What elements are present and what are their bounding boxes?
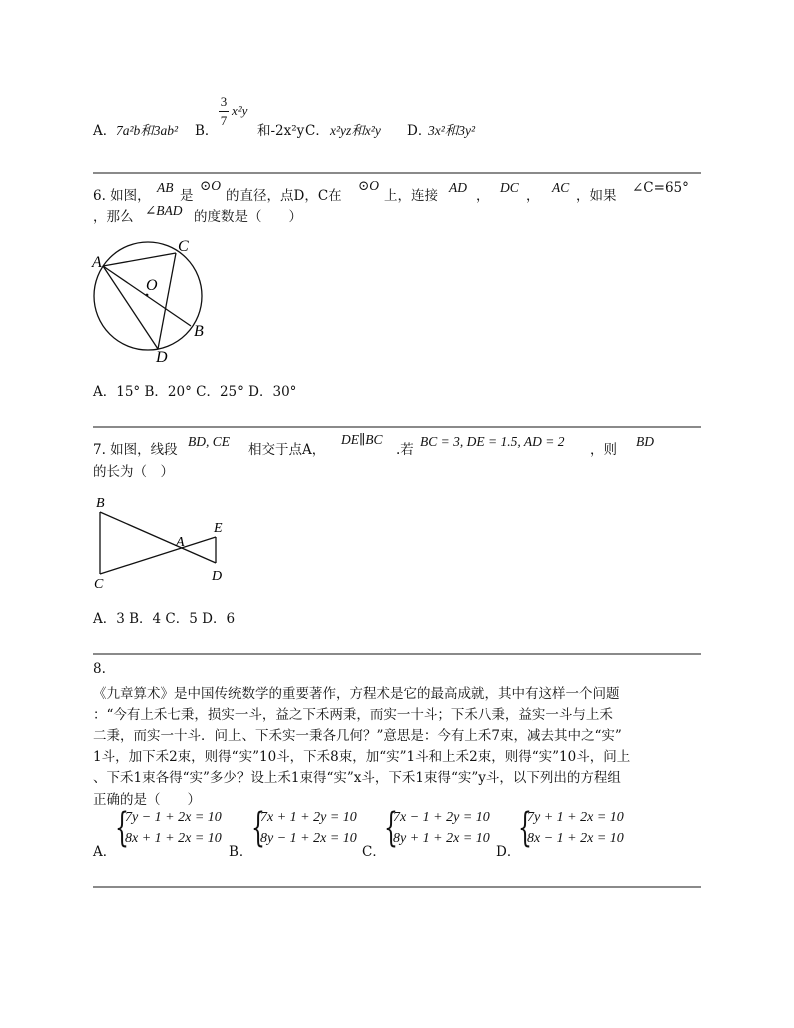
q8-option-a-label: A．: [93, 844, 117, 860]
comma: ，: [526, 188, 540, 204]
q8-option-c-label: C．: [362, 844, 386, 860]
q7-segment-bd: BD: [636, 434, 654, 449]
q8-option-d-eq1: 7y + 1 + 2x = 10: [527, 810, 624, 825]
label-e: E: [214, 521, 223, 536]
q6-circle-o-1: ⊙O: [200, 178, 222, 193]
q6-text-7: 的度数是（ ）: [194, 209, 302, 225]
label-b: B: [96, 496, 105, 511]
q6-segment-ad: AD: [449, 180, 467, 195]
q8-paragraph-line-6: 正确的是（ ）: [93, 792, 201, 808]
q8-option-a-eq2: 8x + 1 + 2x = 10: [125, 831, 222, 846]
q5-option-d-text: 3x²和3y²: [428, 123, 476, 138]
q5-option-c-label: C．: [305, 123, 329, 139]
q8-option-d-label: D．: [496, 844, 521, 860]
q7-text-3: .若: [396, 442, 414, 458]
q5-option-b-label: B．: [195, 123, 219, 139]
q5-fraction-denominator: 7: [220, 113, 228, 128]
q8-paragraph-line-2: ：“今有上禾七秉，损实一斗，益之下禾两秉，而实一十斗；下禾八秉，益实一斗与上禾: [93, 707, 613, 723]
q8-option-c-eq2: 8y + 1 + 2x = 10: [393, 831, 490, 846]
q5-fraction-variable: x²y: [232, 103, 248, 118]
q6-options: A．15° B．20° C．25° D．30°: [93, 384, 297, 400]
divider: [93, 653, 701, 655]
brace: {: [384, 805, 398, 851]
q6-segment-dc: DC: [500, 180, 519, 195]
q8-paragraph-line-5: 、下禾1束各得“实”多少？设上禾1束得“实”x斗，下禾1束得“实”y斗，以下列出的方程组: [93, 770, 621, 786]
q6-text-2: 是: [180, 188, 194, 204]
label-a: A: [176, 535, 185, 550]
q6-text-4: 上，连接: [384, 188, 438, 204]
q6-segment-ab: AB: [157, 180, 174, 195]
center-point: [146, 294, 149, 297]
q7-parallel: DE∥BC: [341, 432, 383, 447]
q5-option-a-label: A．: [93, 123, 117, 139]
q8-option-c-eq1: 7x − 1 + 2y = 10: [393, 810, 490, 825]
divider: [93, 172, 701, 174]
q6-text-5: ，如果: [576, 188, 617, 204]
label-d: D: [156, 349, 168, 366]
q5-option-b-text: 和-2x²y: [257, 123, 305, 139]
label-o: O: [146, 277, 158, 294]
q7-segments: BD, CE: [188, 434, 230, 449]
comma: ，: [476, 188, 490, 204]
brace: {: [115, 805, 129, 851]
segment-cd: [158, 253, 176, 349]
label-c: C: [94, 577, 104, 592]
divider: [93, 426, 701, 428]
q6-text-6: ，那么: [93, 209, 134, 225]
q7-text-2: 相交于点A，: [248, 442, 326, 458]
q8-option-d-eq2: 8x − 1 + 2x = 10: [527, 831, 624, 846]
q7-text-1: 7. 如图，线段: [93, 442, 178, 458]
q7-figure: [88, 492, 236, 592]
q8-paragraph-line-3: 二秉，而实一十斗．问上、下禾实一秉各几何？”意思是：今有上禾7束，减去其中之“实”: [93, 728, 622, 744]
q8-option-b-eq2: 8y − 1 + 2x = 10: [260, 831, 357, 846]
q7-text-4: ，则: [590, 442, 617, 458]
brace: {: [518, 805, 532, 851]
q6-circle-o-2: ⊙O: [358, 178, 380, 193]
q7-text-5: 的长为（ ）: [93, 464, 174, 480]
q5-option-c-text: x²yz和x²y: [330, 123, 381, 138]
q7-conditions: BC = 3, DE = 1.5, AD = 2: [420, 434, 565, 449]
q7-options: A．3 B．4 C．5 D．6: [93, 611, 236, 627]
q6-circle-figure: [88, 232, 218, 367]
q5-option-d-label: D．: [407, 123, 432, 139]
segment-ac: [103, 253, 176, 266]
q8-number: 8.: [93, 661, 106, 677]
q6-text-3: 的直径，点D，C在: [226, 188, 342, 204]
q8-option-b-label: B．: [229, 844, 253, 860]
label-a: A: [92, 254, 102, 271]
q6-angle-c: ∠C=65°: [632, 180, 689, 196]
q6-text-1: 6. 如图，: [93, 188, 151, 204]
q5-option-a-text: 7a²b和3ab²: [116, 123, 179, 138]
q6-angle-bad: ∠BAD: [145, 203, 183, 218]
label-c: C: [178, 238, 189, 255]
fraction-bar: [219, 111, 229, 112]
divider: [93, 886, 701, 888]
label-b: B: [194, 323, 204, 340]
q8-option-b-eq1: 7x + 1 + 2y = 10: [260, 810, 357, 825]
q5-fraction-numerator: 3: [220, 94, 228, 109]
q8-paragraph-line-4: 1斗，加下禾2束，则得“实”10斗，下禾8束，加“实”1斗和上禾2束，则得“实”10斗，问上: [93, 749, 631, 765]
q8-paragraph-line-1: 《九章算术》是中国传统数学的重要著作，方程术是它的最高成就，其中有这样一个问题: [93, 686, 620, 702]
q6-segment-ac: AC: [552, 180, 570, 195]
label-d: D: [212, 569, 223, 584]
q8-option-a-eq1: 7y − 1 + 2x = 10: [125, 810, 222, 825]
brace: {: [251, 805, 265, 851]
